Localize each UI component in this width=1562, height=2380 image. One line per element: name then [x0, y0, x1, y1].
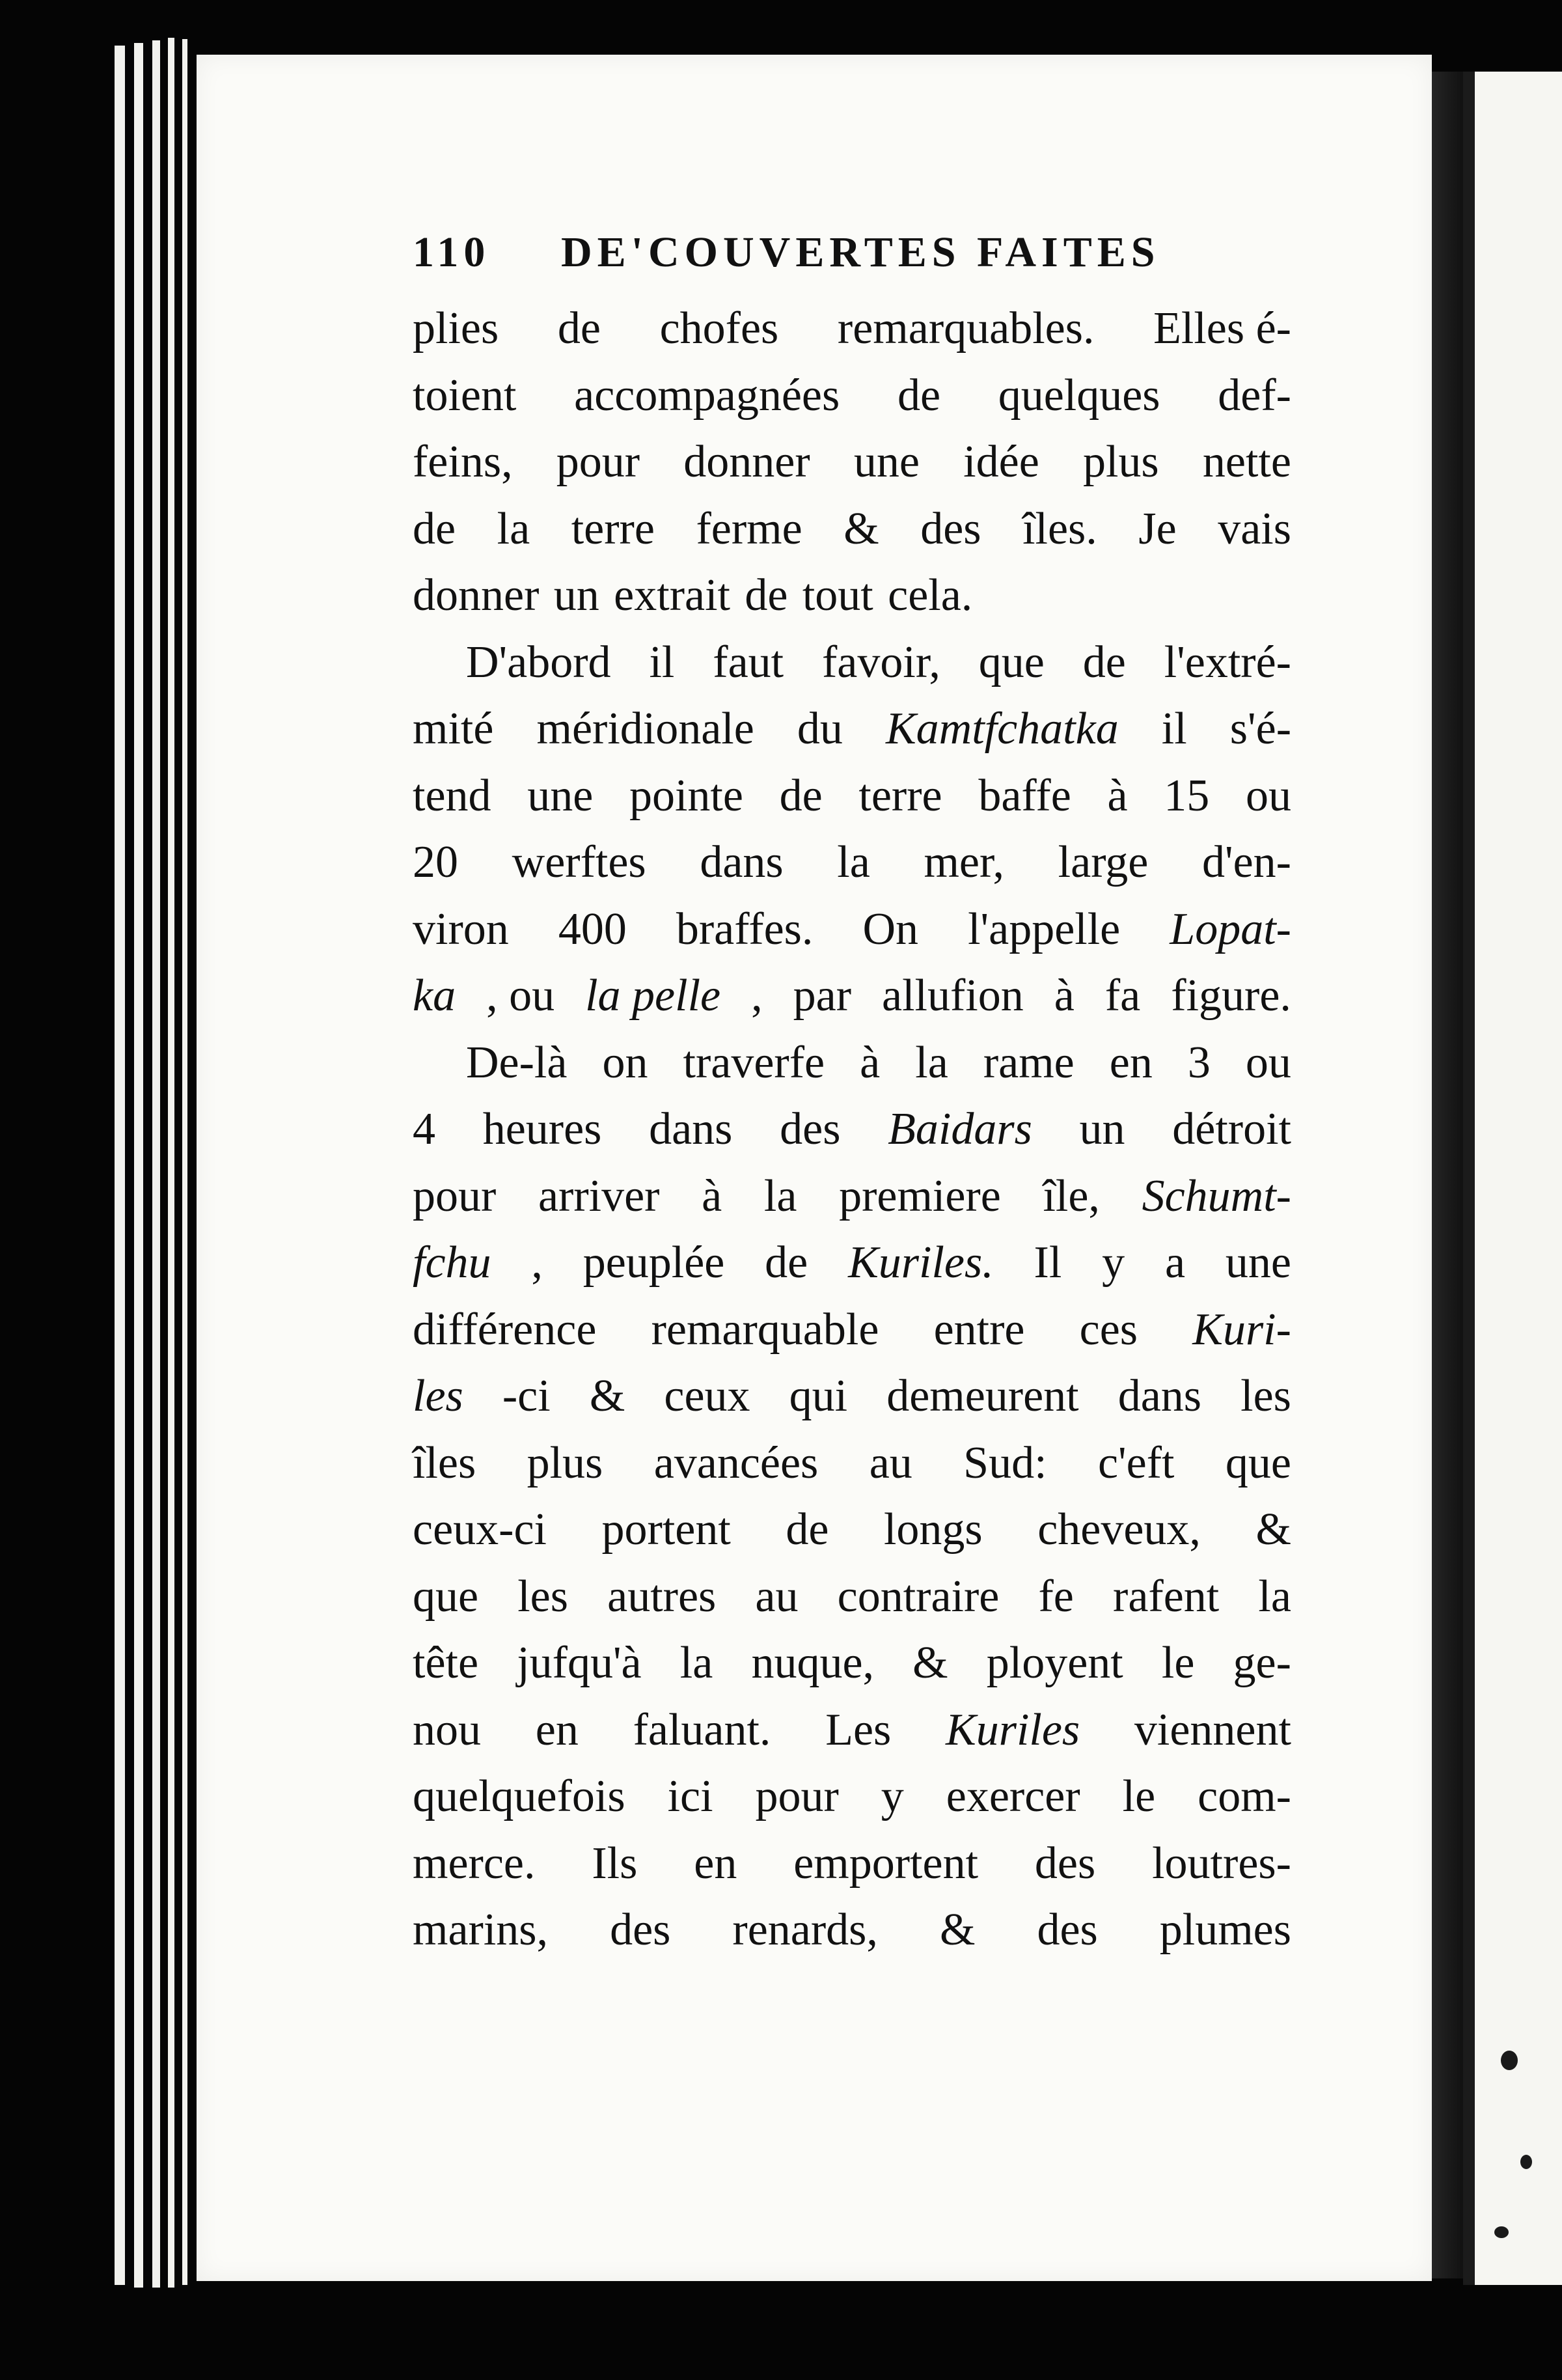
word: nette — [1202, 437, 1291, 487]
word: il — [649, 637, 675, 687]
word: plus — [1082, 437, 1159, 487]
text-line — [413, 630, 1291, 697]
word: y — [1102, 1238, 1125, 1288]
word: 20 — [413, 837, 458, 887]
word: par — [793, 971, 852, 1021]
word: que — [978, 637, 1045, 687]
word: 15 — [1164, 770, 1210, 821]
word: des — [920, 503, 981, 554]
text-line — [413, 963, 1291, 1030]
running-head — [413, 228, 1291, 293]
word: remarquable — [651, 1304, 879, 1355]
word: plus — [527, 1437, 603, 1488]
word: des — [610, 1905, 671, 1955]
word: ferme — [696, 503, 802, 554]
ink-spot — [1494, 2226, 1509, 2238]
word: Il — [1034, 1238, 1062, 1288]
word: Les — [825, 1704, 892, 1755]
word: extrait — [614, 570, 730, 620]
ink-spot — [1501, 2051, 1518, 2070]
word: Je — [1138, 503, 1177, 554]
text-line — [413, 1497, 1291, 1564]
italic-word: fchu — [413, 1238, 491, 1288]
word: une — [1225, 1238, 1291, 1288]
page-edge — [182, 39, 187, 2285]
word: que — [413, 1571, 479, 1622]
text-line — [413, 1430, 1291, 1497]
word: rafent — [1113, 1571, 1220, 1622]
text-line — [413, 1030, 1291, 1097]
italic-word: Baidars — [888, 1104, 1032, 1154]
word: dans — [649, 1104, 733, 1154]
word: il — [1161, 704, 1187, 754]
word: dans — [700, 837, 784, 887]
word: portent — [601, 1504, 731, 1555]
page-edge — [168, 38, 174, 2288]
text-line — [413, 1897, 1291, 1964]
word: faluant. — [633, 1704, 771, 1755]
word: mité — [413, 704, 494, 754]
word: une — [853, 437, 920, 487]
word: c'eft — [1097, 1437, 1175, 1488]
word: idée — [963, 437, 1039, 487]
word: ployent — [986, 1638, 1123, 1688]
word: cheveux, — [1037, 1504, 1201, 1555]
text-line — [413, 363, 1291, 430]
word: peuplée — [582, 1238, 725, 1288]
word: la — [679, 1638, 713, 1688]
word: emportent — [793, 1838, 979, 1889]
word: en — [1109, 1037, 1153, 1088]
word: contraire — [837, 1571, 1000, 1622]
word: entre — [933, 1304, 1025, 1355]
word: d'en- — [1201, 837, 1291, 887]
word: des — [1034, 1838, 1096, 1889]
word: traverfe — [683, 1037, 825, 1088]
word: mer, — [924, 837, 1005, 887]
word: large — [1058, 837, 1149, 887]
word: le — [1161, 1638, 1195, 1688]
italic-word: Kuri- — [1192, 1304, 1291, 1355]
word: Sud: — [963, 1437, 1047, 1488]
word: -ci — [502, 1371, 551, 1421]
word: ces — [1079, 1304, 1138, 1355]
word: & — [939, 1905, 976, 1955]
word: à — [860, 1037, 881, 1088]
word: terre — [858, 770, 942, 821]
page-edge — [115, 46, 125, 2285]
word: , — [751, 971, 763, 1021]
word: avancées — [653, 1437, 819, 1488]
word: pour — [755, 1771, 839, 1821]
word: de — [779, 770, 823, 821]
italic-word: Kuriles — [946, 1704, 1080, 1755]
word: exercer — [946, 1771, 1080, 1821]
word: île, — [1043, 1170, 1100, 1221]
word: quelques — [998, 370, 1160, 421]
word: au — [755, 1571, 799, 1622]
text-line — [413, 1230, 1291, 1297]
word: , ou — [486, 971, 555, 1021]
word: premiere — [839, 1170, 1001, 1221]
word: loutres- — [1152, 1838, 1291, 1889]
word: l'extré- — [1164, 637, 1291, 687]
word: s'é- — [1229, 704, 1291, 754]
word: cela. — [888, 570, 973, 620]
italic-word: les — [413, 1371, 463, 1421]
word: werftes — [512, 837, 646, 887]
word: de — [786, 1504, 829, 1555]
word: demeurent — [886, 1371, 1079, 1421]
word: pour — [413, 1170, 497, 1221]
word: la — [837, 837, 870, 887]
word: braffes. — [676, 904, 814, 954]
word: autres — [607, 1571, 717, 1622]
italic-word: la pelle — [585, 971, 721, 1021]
word: toient — [413, 370, 517, 421]
word: à — [1054, 971, 1075, 1021]
text-line — [413, 1764, 1291, 1831]
word: ou — [1245, 1037, 1291, 1088]
word: viron — [413, 904, 509, 954]
page-edge — [134, 43, 143, 2288]
word: donner — [683, 437, 810, 487]
page-text — [413, 228, 1291, 1964]
word: D'abord — [466, 637, 611, 687]
word: en — [694, 1838, 737, 1889]
word: ceux-ci — [413, 1504, 547, 1555]
text-line — [413, 1096, 1291, 1163]
word: de — [765, 1238, 808, 1288]
running-head-title: DE'COUVERTES FAITES — [561, 228, 1160, 276]
word: & — [1255, 1504, 1291, 1555]
word: terre — [571, 503, 655, 554]
word: tête — [413, 1638, 479, 1688]
word: merce. — [413, 1838, 536, 1889]
word: On — [862, 904, 919, 954]
word: tend — [413, 770, 491, 821]
word: de — [1082, 637, 1126, 687]
word: îles. — [1022, 503, 1097, 554]
word: & — [589, 1371, 625, 1421]
word: def- — [1218, 370, 1291, 421]
word: favoir, — [822, 637, 940, 687]
text-line — [413, 829, 1291, 896]
word: accompagnées — [574, 370, 840, 421]
word: méridionale — [536, 704, 754, 754]
word: îles — [413, 1437, 476, 1488]
word: ou — [1245, 770, 1291, 821]
word: un — [553, 570, 599, 620]
word: tout — [802, 570, 873, 620]
word: allufion — [882, 971, 1024, 1021]
word: pointe — [629, 770, 743, 821]
ink-spot — [1520, 2155, 1532, 2169]
word: la — [1258, 1571, 1291, 1622]
italic-word: Lopat- — [1170, 904, 1291, 954]
word: on — [602, 1037, 648, 1088]
word: Ils — [592, 1838, 638, 1889]
word: des — [1037, 1905, 1098, 1955]
word: viennent — [1134, 1704, 1291, 1755]
text-line — [413, 562, 1291, 630]
word: 3 — [1187, 1037, 1211, 1088]
word: faut — [713, 637, 784, 687]
word: y — [881, 1771, 904, 1821]
word: de — [897, 370, 941, 421]
page-edge — [152, 40, 160, 2288]
word: plies — [413, 303, 499, 353]
word: des — [780, 1104, 841, 1154]
italic-word: ka — [413, 971, 456, 1021]
text-line — [413, 1831, 1291, 1898]
word: vais — [1218, 503, 1291, 554]
word: heures — [482, 1104, 602, 1154]
word: les — [517, 1571, 568, 1622]
text-line — [413, 1297, 1291, 1364]
word: ici — [667, 1771, 713, 1821]
word: , — [531, 1238, 543, 1288]
word: à — [702, 1170, 722, 1221]
text-line — [413, 429, 1291, 496]
word: figure. — [1171, 971, 1291, 1021]
text-line — [413, 896, 1291, 963]
word: remarquables. — [837, 303, 1095, 353]
word: au — [869, 1437, 912, 1488]
word: donner — [413, 570, 540, 620]
word: nuque, — [751, 1638, 875, 1688]
word: qui — [789, 1371, 848, 1421]
word: de — [413, 503, 456, 554]
facing-page-edge — [1463, 72, 1562, 2285]
text-line — [413, 1163, 1291, 1230]
word: chofes — [659, 303, 779, 353]
text-line — [413, 696, 1291, 763]
word: & — [843, 503, 879, 554]
italic-word: Kuriles. — [848, 1238, 994, 1288]
word: le — [1122, 1771, 1156, 1821]
page-number: 110 — [413, 228, 491, 276]
word: la — [497, 503, 530, 554]
word: baffe — [978, 770, 1071, 821]
word: les — [1240, 1371, 1291, 1421]
word: différence — [413, 1304, 597, 1355]
word: à — [1107, 770, 1128, 821]
word: jufqu'à — [517, 1638, 642, 1688]
word: fe — [1038, 1571, 1074, 1622]
word: fa — [1104, 971, 1141, 1021]
word: de — [557, 303, 601, 353]
body-text — [413, 296, 1291, 1964]
word: longs — [883, 1504, 983, 1555]
word: dans — [1117, 1371, 1202, 1421]
text-line — [413, 496, 1291, 563]
word: rame — [983, 1037, 1075, 1088]
italic-word: Schumt- — [1142, 1170, 1291, 1221]
word: de — [745, 570, 788, 620]
text-line — [413, 1697, 1291, 1764]
word: quelquefois — [413, 1771, 625, 1821]
word: ceux — [664, 1371, 750, 1421]
word: com- — [1198, 1771, 1291, 1821]
word: la — [763, 1170, 797, 1221]
word: en — [535, 1704, 579, 1755]
text-line — [413, 763, 1291, 830]
text-line — [413, 1630, 1291, 1697]
word: nou — [413, 1704, 481, 1755]
word: pour — [556, 437, 640, 487]
word: 4 — [413, 1104, 435, 1154]
word: l'appelle — [968, 904, 1121, 954]
word: du — [797, 704, 843, 754]
word: un — [1079, 1104, 1125, 1154]
text-line — [413, 296, 1291, 363]
word: détroit — [1172, 1104, 1291, 1154]
word: une — [527, 770, 594, 821]
word: marins, — [413, 1905, 549, 1955]
text-line — [413, 1564, 1291, 1631]
word: renards, — [732, 1905, 878, 1955]
word: que — [1225, 1437, 1291, 1488]
italic-word: Kamtfchatka — [885, 704, 1119, 754]
word: ge- — [1233, 1638, 1291, 1688]
word: a — [1164, 1238, 1186, 1288]
word: 400 — [558, 904, 627, 954]
word: arriver — [538, 1170, 660, 1221]
word: Elles é- — [1153, 303, 1291, 353]
word: & — [912, 1638, 948, 1688]
word: la — [915, 1037, 948, 1088]
text-line — [413, 1363, 1291, 1430]
word: De-là — [466, 1037, 568, 1088]
word: feins, — [413, 437, 513, 487]
word: plumes — [1159, 1905, 1291, 1955]
